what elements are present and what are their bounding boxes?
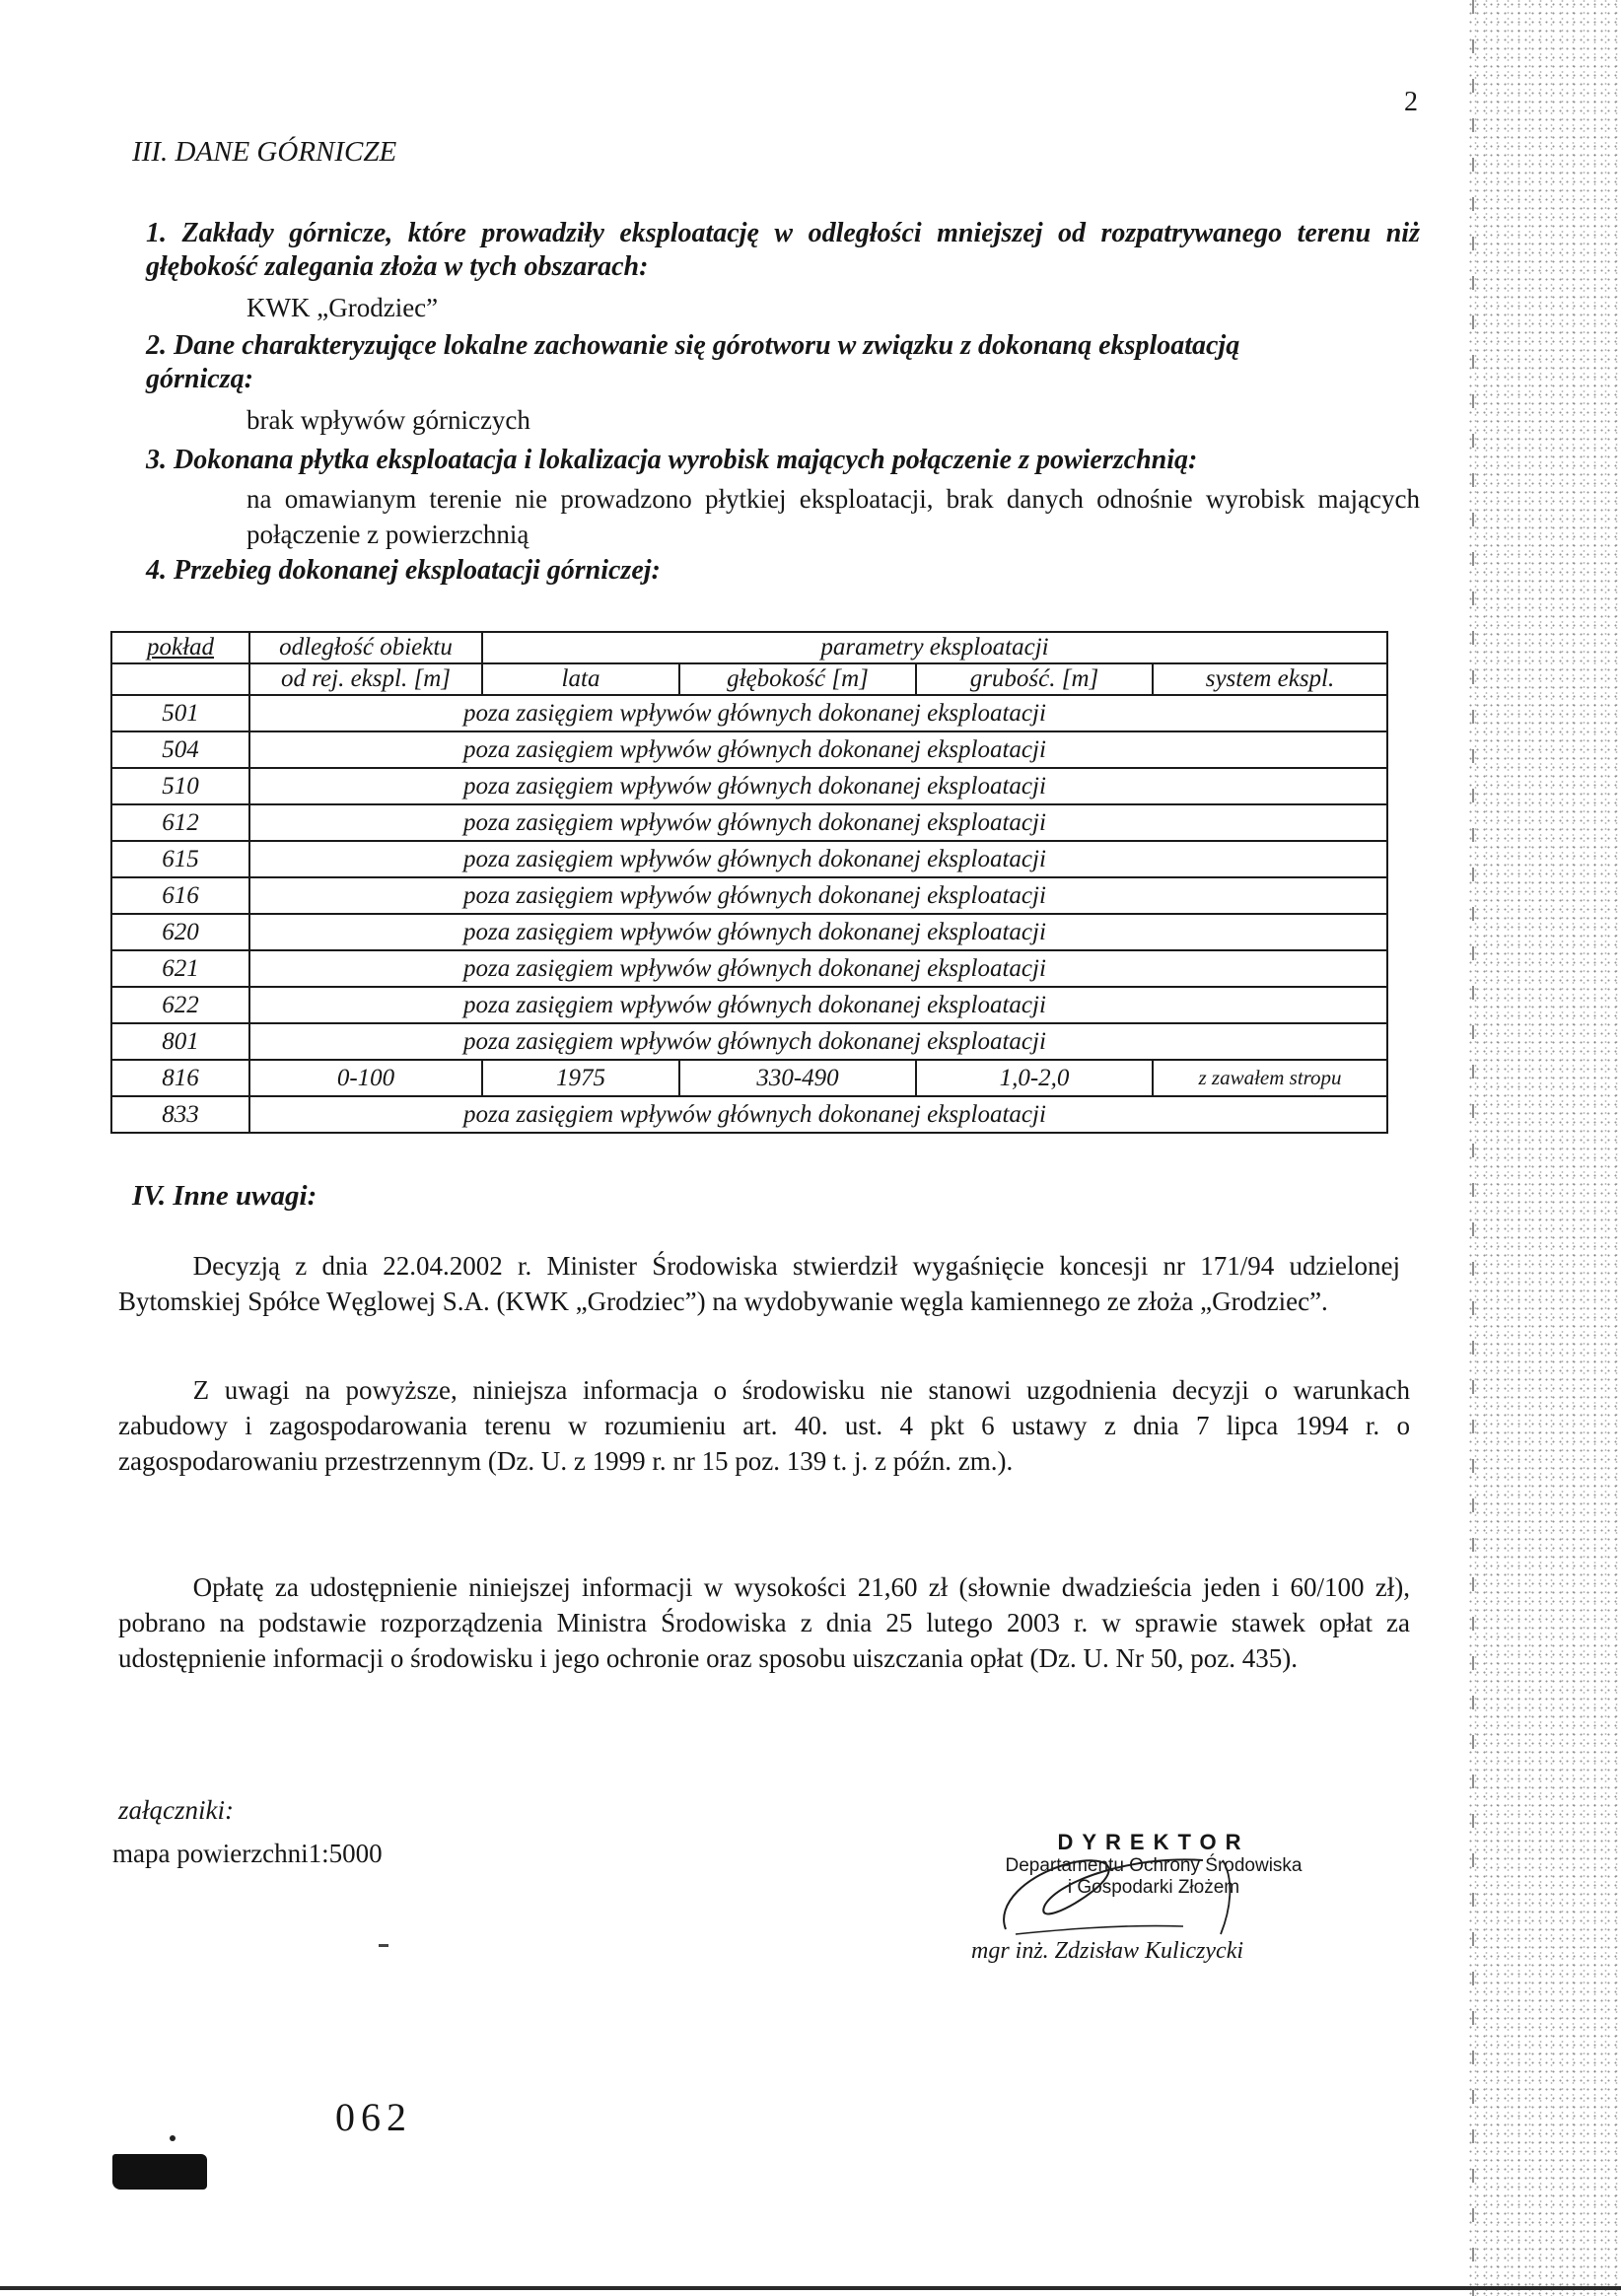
outside-range-cell: poza zasięgiem wpływów głównych dokonanej eksploatacji — [249, 841, 1387, 877]
reference-number: 062 — [335, 2095, 412, 2139]
header-distance: odległość obiektu — [249, 632, 482, 663]
table-header-row-2 — [111, 663, 1387, 695]
header-seam: pokład — [111, 632, 249, 663]
header-distance-2: od rej. ekspl. [m] — [249, 663, 482, 695]
outside-range-cell: poza zasięgiem wpływów głównych dokonanej eksploatacji — [249, 804, 1387, 841]
seam-cell: 833 — [111, 1096, 249, 1133]
years-cell: 1975 — [482, 1060, 679, 1096]
item-3-heading: 3. Dokonana płytka eksploatacja i lokalizacja wyrobisk mających połączenie z powierzchnią: — [146, 445, 1198, 475]
ink-dot — [170, 2135, 176, 2141]
stamp-title: DYREKTOR — [1057, 1830, 1250, 1854]
seam-cell: 620 — [111, 914, 249, 950]
seam-cell: 816 — [111, 1060, 249, 1096]
seam-cell: 622 — [111, 987, 249, 1023]
item-2-heading-text: 2. Dane charakteryzujące lokalne zachowanie się górotworu w związku z dokonaną eksploatacją górniczą: — [146, 330, 1240, 394]
paragraph-consent: Z uwagi na powyższe, niniejsza informacja o środowisku nie stanowi uzgodnienia decyzji o warunkach zabudowy i zagospodarowania terenu w rozumieniu art. 40. ust. 4 pkt 6 ustawy z dnia 7 lipca 1994 r. o zagospodarowaniu przestrzennym (Dz. U. z 1999 r. nr 15 poz. 139 t. j. z późn. zm.). — [118, 1375, 1410, 1476]
item-4-heading: 4. Przebieg dokonanej eksploatacji górniczej: — [146, 555, 661, 586]
item-2-answer: brak wpływów górniczych — [247, 405, 530, 435]
header-system: system ekspl. — [1153, 663, 1387, 695]
table-row — [111, 987, 1387, 1023]
table-row — [111, 768, 1387, 804]
outside-range-cell: poza zasięgiem wpływów głównych dokonanej eksploatacji — [249, 1023, 1387, 1060]
depth-cell: 330-490 — [679, 1060, 916, 1096]
table-header-row-1 — [111, 632, 1387, 663]
seam-cell: 621 — [111, 950, 249, 987]
seam-cell: 801 — [111, 1023, 249, 1060]
header-depth: głębokość [m] — [679, 663, 916, 695]
header-years: lata — [482, 663, 679, 695]
scan-mark — [379, 1944, 388, 1947]
outside-range-cell: poza zasięgiem wpływów głównych dokonanej eksploatacji — [249, 877, 1387, 914]
scan-noise-band — [1467, 0, 1621, 2296]
seam-cell: 504 — [111, 731, 249, 768]
seam-cell: 510 — [111, 768, 249, 804]
item-1-heading: 1. Zakłady górnicze, które prowadziły eksploatację w odległości mniejszej od rozpatrywanego terenu niż głębokość zalegania złoża w tych obszarach: — [146, 218, 1420, 282]
system-cell: z zawałem stropu — [1153, 1060, 1387, 1096]
seam-cell: 616 — [111, 877, 249, 914]
stamp-line-1: Departamentu Ochrony Środowiska — [1005, 1855, 1303, 1876]
table-row — [111, 695, 1387, 731]
outside-range-cell: poza zasięgiem wpływów głównych dokonanej eksploatacji — [249, 987, 1387, 1023]
seam-cell: 615 — [111, 841, 249, 877]
stamp-line-2: i Gospodarki Złożem — [1067, 1877, 1240, 1898]
outside-range-cell: poza zasięgiem wpływów głównych dokonanej eksploatacji — [249, 1096, 1387, 1133]
seam-cell: 501 — [111, 695, 249, 731]
attachments-item: mapa powierzchni1:5000 — [112, 1839, 383, 1868]
paragraph-fee: Opłatę za udostępnienie niniejszej informacji w wysokości 21,60 zł (słownie dwadzieścia jeden i 60/100 zł), pobrano na podstawie rozporządzenia Ministra Środowiska z dnia 25 lutego 2003 r. w sprawie stawek opłat za udostępnienie informacji o środowisku i jego ochronie oraz sposobu uiszczania opłat (Dz. U. Nr 50, poz. 435). — [118, 1572, 1410, 1673]
table-row-816 — [111, 1060, 1387, 1096]
table-row — [111, 1023, 1387, 1060]
item-1-answer: KWK „Grodziec” — [247, 293, 439, 322]
table-row — [111, 950, 1387, 987]
header-params: parametry eksploatacji — [482, 632, 1387, 663]
scan-edge-line — [1472, 0, 1474, 2296]
outside-range-cell: poza zasięgiem wpływów głównych dokonanej eksploatacji — [249, 914, 1387, 950]
outside-range-cell: poza zasięgiem wpływów głównych dokonanej eksploatacji — [249, 731, 1387, 768]
distance-cell: 0-100 — [249, 1060, 482, 1096]
attachments-label: załączniki: — [118, 1795, 234, 1825]
section-3-title: III. DANE GÓRNICZE — [132, 136, 397, 168]
outside-range-cell: poza zasięgiem wpływów głównych dokonanej eksploatacji — [249, 950, 1387, 987]
item-3-answer: na omawianym terenie nie prowadzono płytkiej eksploatacji, brak danych odnośnie wyrobisk mających połączenie z powierzchnią — [247, 484, 1420, 549]
table-row — [111, 877, 1387, 914]
thickness-cell: 1,0-2,0 — [916, 1060, 1153, 1096]
handwritten-signature — [976, 1836, 1272, 1944]
seam-cell: 612 — [111, 804, 249, 841]
scan-bottom-line — [0, 2286, 1621, 2290]
page-number: 2 — [1404, 87, 1418, 117]
item-2-heading — [146, 329, 1329, 396]
ink-smudge — [112, 2154, 207, 2190]
section-4-title: IV. Inne uwagi: — [132, 1180, 317, 1212]
outside-range-cell: poza zasięgiem wpływów głównych dokonanej eksploatacji — [249, 695, 1387, 731]
outside-range-cell: poza zasięgiem wpływów głównych dokonanej eksploatacji — [249, 768, 1387, 804]
table-row — [111, 1096, 1387, 1133]
table-row — [111, 804, 1387, 841]
table-row — [111, 914, 1387, 950]
signatory-name: mgr inż. Zdzisław Kuliczycki — [971, 1938, 1244, 1964]
table-row — [111, 731, 1387, 768]
paragraph-decision: Decyzją z dnia 22.04.2002 r. Minister Środowiska stwierdził wygaśnięcie koncesji nr 171/94 udzielonej Bytomskiej Spółce Węglowej S.A. (KWK „Grodziec”) na wydobywanie węgla kamiennego ze złoża „Grodziec”. — [118, 1251, 1400, 1316]
header-seam-blank — [111, 663, 249, 695]
header-thickness: grubość. [m] — [916, 663, 1153, 695]
mining-table — [110, 631, 1388, 1134]
table-row — [111, 841, 1387, 877]
